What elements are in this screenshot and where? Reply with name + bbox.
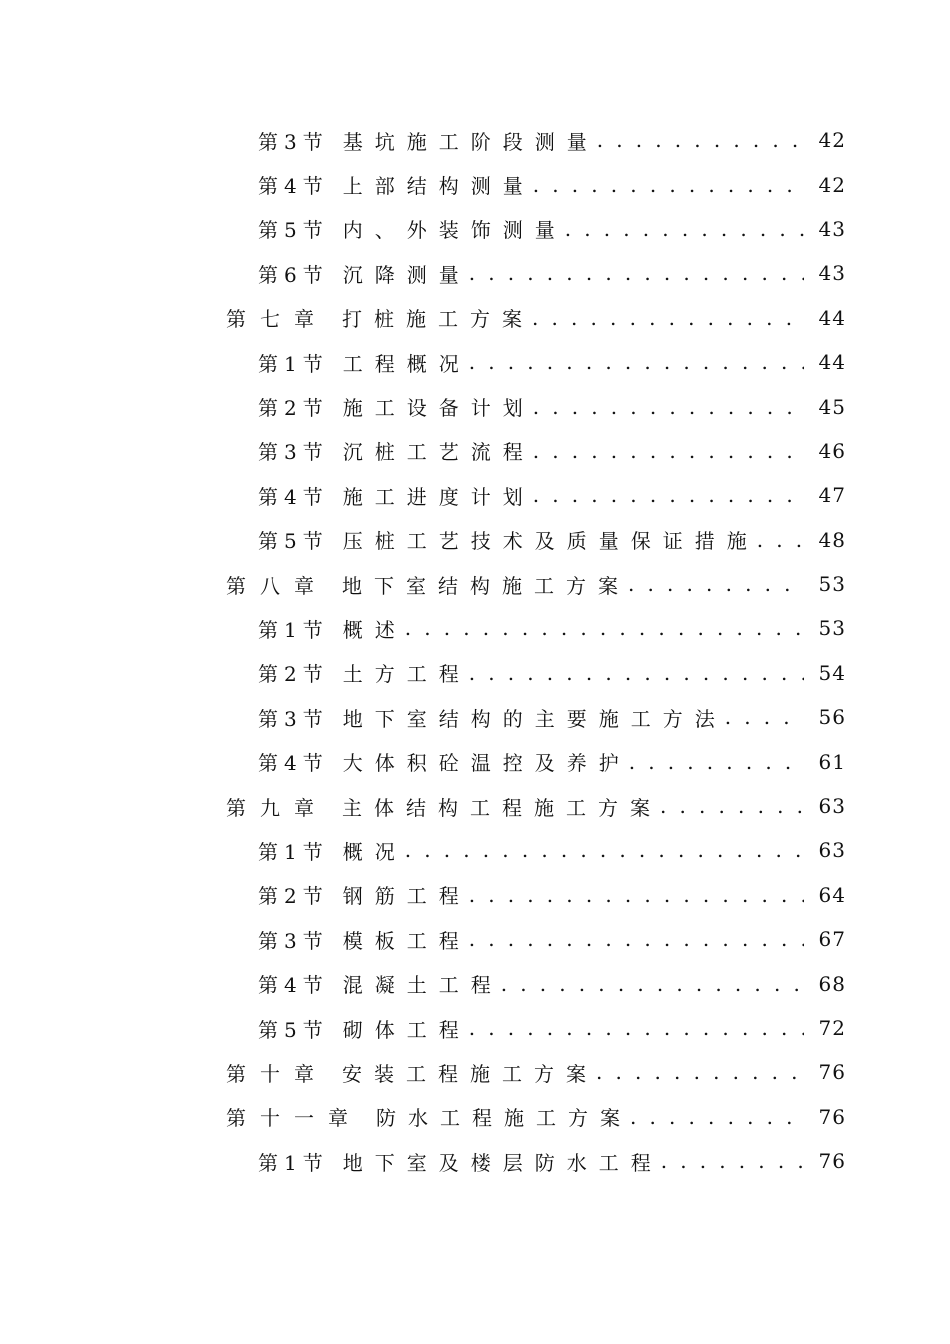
toc-chapter-number: 第十一章 <box>226 1106 362 1131</box>
toc-entry-number: 第3节 <box>258 129 329 154</box>
toc-entry-page: 76 <box>818 1060 846 1085</box>
toc-entry-lead <box>258 651 804 695</box>
dot-leader <box>757 528 804 552</box>
dot-leader <box>405 838 804 862</box>
toc-chapter-title: 地下室结构施工方案 <box>342 573 630 598</box>
toc-entry-number: 第3节 <box>258 928 329 953</box>
toc-chapter-title: 防水工程施工方案 <box>376 1106 632 1131</box>
toc-entry-number: 第5节 <box>258 1017 329 1042</box>
toc-entry[interactable] <box>0 651 950 695</box>
table-of-contents <box>0 118 950 1183</box>
dot-leader <box>533 439 804 463</box>
toc-entry-page: 46 <box>818 438 846 463</box>
dot-leader <box>629 750 804 774</box>
toc-entry[interactable] <box>0 207 950 251</box>
toc-entry-lead <box>258 518 804 562</box>
dot-leader <box>661 1149 804 1173</box>
toc-entry-page: 63 <box>818 794 846 819</box>
toc-entry-number: 第4节 <box>258 484 329 509</box>
toc-entry[interactable] <box>0 961 950 1005</box>
toc-entry-lead <box>258 1139 804 1183</box>
toc-entry-lead <box>258 207 804 251</box>
toc-chapter-number: 第八章 <box>226 573 328 598</box>
toc-entry-lead <box>258 739 804 783</box>
toc-entry-lead <box>258 873 804 917</box>
toc-entry-title: 基坑施工阶段测量 <box>342 129 599 154</box>
toc-entry-number: 第5节 <box>258 529 329 554</box>
toc-entry[interactable] <box>0 828 950 872</box>
toc-entry-page: 44 <box>818 305 846 330</box>
toc-entry-number: 第2节 <box>258 396 329 421</box>
toc-entry[interactable] <box>0 739 950 783</box>
toc-entry[interactable] <box>0 473 950 517</box>
toc-entry-title: 地下室结构的主要施工方法 <box>342 706 727 731</box>
toc-entry-number: 第2节 <box>258 662 329 687</box>
toc-entry-title: 模板工程 <box>342 928 471 953</box>
toc-entry[interactable] <box>0 251 950 295</box>
dot-leader <box>565 217 804 241</box>
toc-entry-page: 76 <box>818 1104 846 1129</box>
toc-entry-page: 44 <box>818 350 846 375</box>
toc-entry-page: 56 <box>818 705 846 730</box>
toc-entry[interactable] <box>0 873 950 917</box>
toc-entry-number: 第4节 <box>258 973 329 998</box>
dot-leader <box>532 306 804 330</box>
toc-entry-title: 施工进度计划 <box>342 484 535 509</box>
toc-entry-page: 43 <box>818 216 846 241</box>
dot-leader <box>469 883 804 907</box>
toc-entry[interactable] <box>0 384 950 428</box>
toc-entry-title: 施工设备计划 <box>342 396 535 421</box>
toc-entry-number: 第5节 <box>258 218 329 243</box>
toc-entry-page: 42 <box>818 128 846 153</box>
toc-entry-number: 第1节 <box>258 839 329 864</box>
toc-entry-title: 沉降测量 <box>342 262 471 287</box>
toc-entry-page: 53 <box>818 572 846 597</box>
toc-entry-number: 第1节 <box>258 1150 329 1175</box>
toc-entry-number: 第2节 <box>258 884 329 909</box>
toc-entry-page: 67 <box>818 927 846 952</box>
dot-leader <box>725 705 804 729</box>
toc-entry-lead <box>258 384 804 428</box>
toc-chapter-entry[interactable] <box>0 784 950 828</box>
toc-entry-page: 76 <box>818 1149 846 1174</box>
toc-entry-lead <box>258 473 804 517</box>
toc-chapter-title: 安装工程施工方案 <box>342 1061 598 1086</box>
toc-entry-title: 地下室及楼层防水工程 <box>342 1150 663 1175</box>
toc-entry-lead <box>258 606 804 650</box>
toc-chapter-title: 主体结构工程施工方案 <box>342 795 662 820</box>
toc-entry-number: 第6节 <box>258 262 329 287</box>
dot-leader <box>469 261 804 285</box>
toc-entry-page: 72 <box>818 1016 846 1040</box>
toc-entry-page: 47 <box>818 483 846 508</box>
toc-entry-page: 63 <box>818 838 846 863</box>
dot-leader <box>630 1105 804 1129</box>
toc-entry-lead <box>258 429 804 473</box>
toc-entry-number: 第3节 <box>258 440 329 465</box>
toc-entry-number: 第4节 <box>258 174 329 199</box>
toc-chapter-entry[interactable] <box>0 296 950 340</box>
dot-leader <box>501 972 804 996</box>
toc-entry-page: 45 <box>818 394 846 419</box>
toc-entry-lead <box>258 162 804 206</box>
toc-entry-page: 54 <box>818 660 846 685</box>
dot-leader <box>469 350 804 374</box>
toc-entry[interactable] <box>0 118 950 162</box>
toc-entry-lead <box>258 1006 804 1050</box>
toc-entry-number: 第1节 <box>258 351 329 376</box>
toc-entry-number: 第3节 <box>258 706 329 731</box>
toc-entry-title: 钢筋工程 <box>342 884 471 909</box>
toc-entry-title: 概况 <box>342 839 407 864</box>
toc-entry-page: 48 <box>818 527 846 552</box>
dot-leader <box>469 1016 804 1040</box>
dot-leader <box>597 128 804 152</box>
toc-entry[interactable] <box>0 695 950 739</box>
toc-entry-title: 砌体工程 <box>342 1017 471 1042</box>
toc-entry-page: 42 <box>818 172 846 197</box>
toc-entry-lead <box>258 340 804 384</box>
toc-entry[interactable] <box>0 1139 950 1183</box>
toc-entry-lead <box>258 828 804 872</box>
toc-entry-title: 沉桩工艺流程 <box>342 440 535 465</box>
toc-entry-lead <box>226 784 804 828</box>
toc-entry-page: 43 <box>818 261 846 286</box>
toc-entry-title: 内、外装饰测量 <box>342 218 567 243</box>
toc-entry-number: 第4节 <box>258 751 329 776</box>
dot-leader <box>533 173 804 197</box>
toc-entry[interactable] <box>0 340 950 384</box>
toc-entry-lead <box>226 296 804 340</box>
toc-chapter-entry[interactable] <box>0 1050 950 1094</box>
toc-entry-lead <box>226 562 804 606</box>
toc-entry-page: 61 <box>818 749 846 774</box>
toc-chapter-title: 打桩施工方案 <box>342 307 534 332</box>
toc-entry-page: 64 <box>818 882 846 907</box>
toc-entry[interactable] <box>0 162 950 206</box>
toc-chapter-number: 第九章 <box>226 795 328 820</box>
dot-leader <box>405 616 804 640</box>
toc-chapter-entry[interactable] <box>0 1095 950 1139</box>
toc-entry-page: 68 <box>818 971 846 996</box>
toc-entry-title: 工程概况 <box>342 351 471 376</box>
toc-chapter-number: 第七章 <box>226 307 328 332</box>
toc-entry[interactable] <box>0 518 950 562</box>
toc-entry-title: 概述 <box>342 617 407 642</box>
toc-chapter-entry[interactable] <box>0 562 950 606</box>
toc-entry-lead <box>258 917 804 961</box>
dot-leader <box>596 1060 804 1084</box>
toc-entry[interactable] <box>0 606 950 650</box>
toc-entry-lead <box>258 118 804 162</box>
dot-leader <box>628 572 804 596</box>
toc-entry[interactable] <box>0 917 950 961</box>
dot-leader <box>533 395 804 419</box>
toc-entry-title: 压桩工艺技术及质量保证措施 <box>342 529 759 554</box>
dot-leader <box>469 661 804 685</box>
dot-leader <box>533 483 804 507</box>
dot-leader <box>469 927 804 951</box>
toc-entry-lead <box>226 1050 804 1094</box>
toc-entry-lead <box>258 251 804 295</box>
toc-entry-title: 大体积砼温控及养护 <box>342 751 631 776</box>
toc-entry-title: 土方工程 <box>342 662 471 687</box>
toc-entry-title: 混凝土工程 <box>342 973 503 998</box>
toc-entry[interactable] <box>0 1006 950 1050</box>
toc-entry[interactable] <box>0 429 950 473</box>
toc-entry-page: 53 <box>818 616 846 641</box>
toc-entry-lead <box>226 1095 804 1139</box>
toc-entry-title: 上部结构测量 <box>342 174 535 199</box>
dot-leader <box>660 794 804 818</box>
toc-entry-lead <box>258 695 804 739</box>
toc-entry-number: 第1节 <box>258 617 329 642</box>
toc-entry-lead <box>258 961 804 1005</box>
toc-chapter-number: 第十章 <box>226 1061 328 1086</box>
